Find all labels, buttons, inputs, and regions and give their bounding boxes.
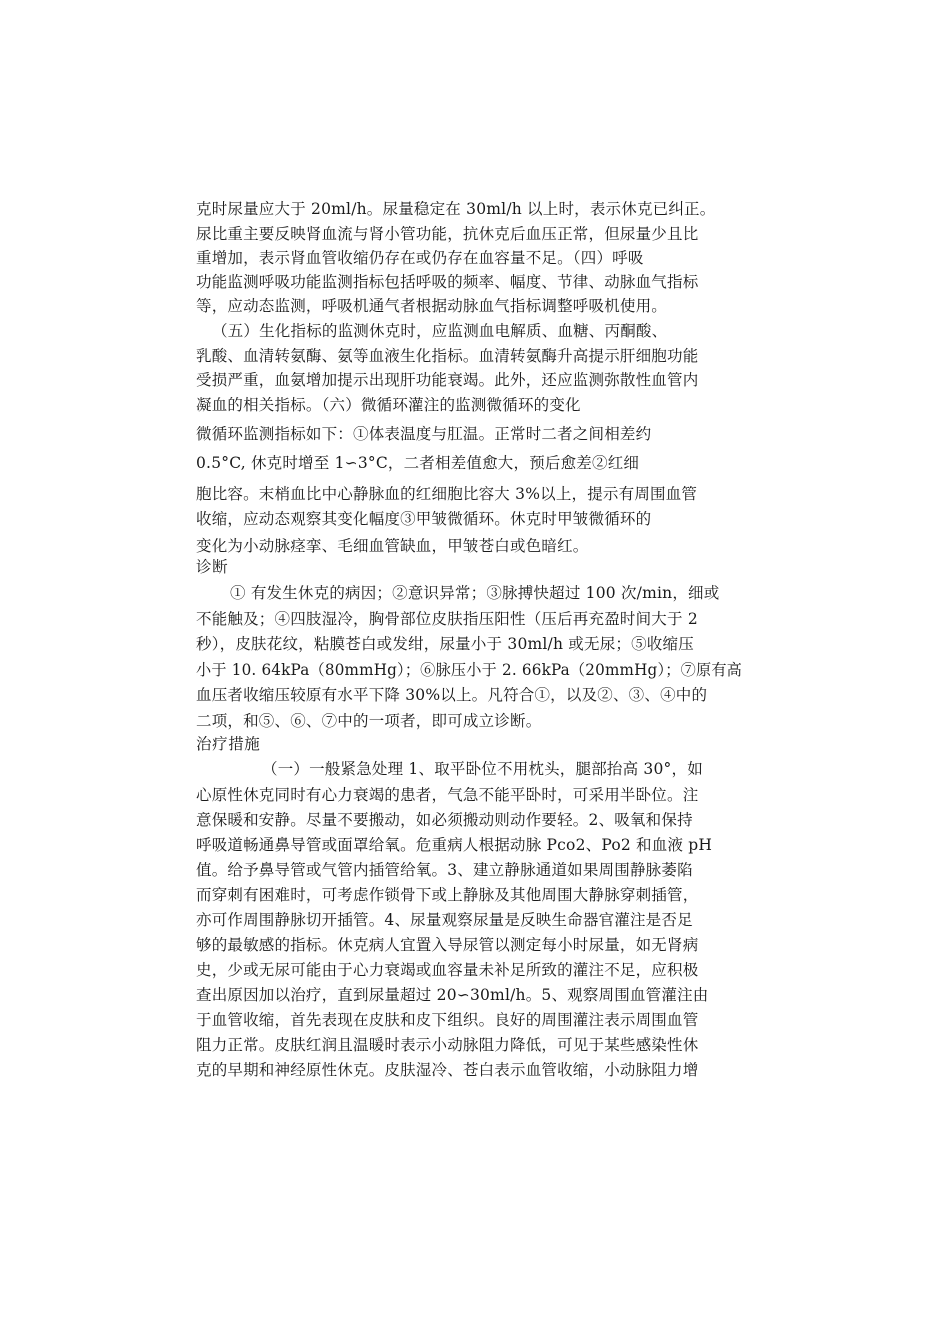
text-line: 亦可作周围静脉切开插管。4、尿量观察尿量是反映生命器官灌注是否足 — [196, 911, 693, 929]
text-line: 克时尿量应大于 20ml/h。尿量稳定在 30ml/h 以上时，表示休克已纠正。 — [196, 200, 716, 218]
text-line: 心原性休克同时有心力衰竭的患者，气急不能平卧时，可采用半卧位。注 — [196, 786, 699, 804]
text-line: 变化为小动脉痉挛、毛细血管缺血，甲皱苍白或色暗红。 — [196, 537, 589, 555]
text-line: 尿比重主要反映肾血流与肾小管功能，抗休克后血压正常，但尿量少且比 — [196, 225, 699, 243]
text-line: ① 有发生休克的病因；②意识异常；③脉搏快超过 100 次/min，细或 — [230, 584, 720, 602]
text-line: 二项，和⑤、⑥、⑦中的一项者，即可成立诊断。 — [196, 712, 542, 730]
text-line: 胞比容。末梢血比中心静脉血的红细胞比容大 3%以上，提示有周围血管 — [196, 485, 698, 503]
text-line: 乳酸、血清转氨酶、氨等血液生化指标。血清转氨酶升高提示肝细胞功能 — [196, 347, 699, 365]
text-line: 不能触及；④四肢湿冷，胸骨部位皮肤指压阳性（压后再充盈时间大于 2 — [196, 610, 698, 628]
text-line: 秒），皮肤花纹，粘膜苍白或发绀，尿量小于 30ml/h 或无尿；⑤收缩压 — [196, 635, 694, 653]
text-line: 凝血的相关指标。（六）微循环灌注的监测微循环的变化 — [196, 396, 581, 414]
text-line: 值。给予鼻导管或气管内插管给氧。3、建立静脉通道如果周围静脉萎陷 — [196, 861, 693, 879]
section-heading-diagnosis: 诊断 — [196, 558, 229, 576]
text-line: 而穿刺有困难时，可考虑作锁骨下或上静脉及其他周围大静脉穿刺插管， — [196, 886, 699, 904]
text-line: 意保暖和安静。尽量不要搬动，如必须搬动则动作要轻。2、吸氧和保持 — [196, 811, 693, 829]
text-line: 0.5°C, 休克时增至 1∽3°C，二者相差值愈大，预后愈差②红细 — [196, 454, 640, 472]
text-line: 呼吸道畅通鼻导管或面罩给氧。危重病人根据动脉 Pco2、Po2 和血液 pH — [196, 836, 713, 854]
text-line: 血压者收缩压较原有水平下降 30%以上。凡符合①，以及②、③、④中的 — [196, 686, 708, 704]
text-line: 微循环监测指标如下：①体表温度与肛温。正常时二者之间相差约 — [196, 425, 652, 443]
text-line: 史，少或无尿可能由于心力衰竭或血容量未补足所致的灌注不足，应积极 — [196, 961, 699, 979]
text-line: 重增加，表示肾血管收缩仍存在或仍存在血容量不足。（四）呼吸 — [196, 249, 644, 267]
text-line: （一）一般紧急处理 1、取平卧位不用枕头，腿部抬高 30°，如 — [262, 760, 703, 778]
text-line: 阻力正常。皮肤红润且温暖时表示小动脉阻力降低，可见于某些感染性休 — [196, 1036, 699, 1054]
text-line: 收缩，应动态观察其变化幅度③甲皱微循环。休克时甲皱微循环的 — [196, 510, 652, 528]
text-line: 查出原因加以治疗，直到尿量超过 20∽30ml/h。5、观察周围血管灌注由 — [196, 986, 709, 1004]
text-line: 于血管收缩，首先表现在皮肤和皮下组织。良好的周围灌注表示周围血管 — [196, 1011, 699, 1029]
text-line: 克的早期和神经原性休克。皮肤湿冷、苍白表示血管收缩，小动脉阻力增 — [196, 1061, 699, 1079]
text-line: 够的最敏感的指标。休克病人宜置入导尿管以测定每小时尿量，如无肾病 — [196, 936, 699, 954]
text-line: 小于 10. 64kPa（80mmHg）；⑥脉压小于 2. 66kPa（20mmHg）；⑦原有高 — [196, 661, 743, 679]
text-line: 受损严重，血氨增加提示出现肝功能衰竭。此外，还应监测弥散性血管内 — [196, 371, 699, 389]
section-heading-treatment: 治疗措施 — [196, 735, 261, 753]
text-line: （五）生化指标的监测休克时，应监测血电解质、血糖、丙酮酸、 — [212, 322, 668, 340]
text-line: 功能监测呼吸功能监测指标包括呼吸的频率、幅度、节律、动脉血气指标 — [196, 273, 699, 291]
text-line: 等，应动态监测，呼吸机通气者根据动脉血气指标调整呼吸机使用。 — [196, 297, 668, 315]
